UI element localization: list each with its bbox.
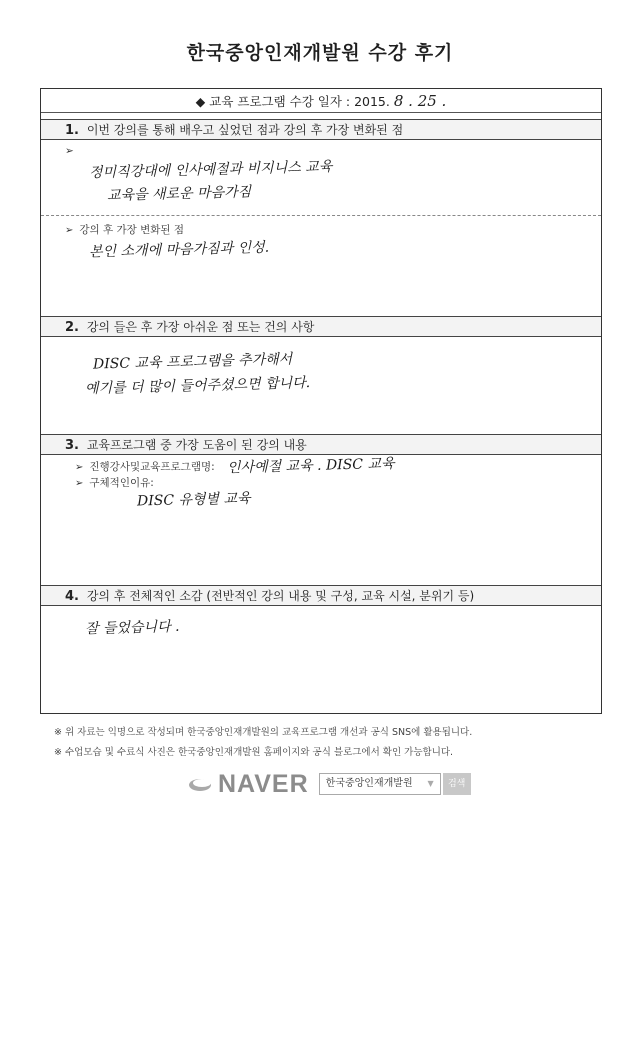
naver-logo: NAVER <box>188 770 309 799</box>
section-1-divider <box>41 215 601 216</box>
arrow-icon: ➢ <box>75 462 84 473</box>
section-1-handwriting-line-2: 교육을 새로운 마음가짐 <box>106 184 252 204</box>
footnote-anonymous: ※ 위 자료는 익명으로 작성되며 한국중앙인재개발원의 교육프로그램 개선과 공식 SNS에 활용됩니다. <box>54 727 473 738</box>
course-date-row <box>41 89 601 113</box>
review-form <box>40 88 602 714</box>
section-4-label: 강의 후 전체적인 소감 (전반적인 강의 내용 및 구성, 교육 시설, 분위기 등) <box>86 589 475 603</box>
section-1-label: 이번 강의를 통해 배우고 싶었던 점과 강의 후 가장 변화된 점 <box>86 123 404 137</box>
instructor-program-handwriting: 인사예절 교육 . DISC 교육 <box>226 455 395 477</box>
handwritten-date: 8 . 25 . <box>393 92 447 110</box>
section-3-label: 교육프로그램 중 가장 도움이 된 강의 내용 <box>86 438 307 452</box>
arrow-icon: ➢ <box>65 225 74 236</box>
diamond-icon: ◆ <box>195 94 206 109</box>
section-1-sub-heading: ➢ 강의 후 가장 변화된 점 <box>65 224 185 236</box>
chevron-down-icon: ▼ <box>427 779 434 788</box>
section-1-change-handwriting: 본인 소개에 마음가짐과 인성. <box>88 239 270 261</box>
footnote-photos: ※ 수업모습 및 수료식 사진은 한국중앙인재개발원 홈페이지와 공식 블로그에서 확인 가능합니다. <box>54 747 454 758</box>
section-2-label: 강의 들은 후 가장 아쉬운 점 또는 건의 사항 <box>86 320 315 334</box>
section-1-number: 1. <box>65 123 79 138</box>
section-2-handwriting-line-1: DISC 교육 프로그램을 추가해서 <box>92 351 293 373</box>
naver-search-input[interactable]: 한국중앙인재개발원 ▼ <box>319 773 441 795</box>
section-3-number: 3. <box>65 438 79 453</box>
naver-search-button[interactable]: 검색 <box>443 773 471 795</box>
course-date-label: 교육 프로그램 수강 일자 : 2015. <box>209 94 390 109</box>
specific-reason-handwriting: DISC 유형별 교육 <box>136 490 251 510</box>
section-2-number: 2. <box>65 320 79 335</box>
arrow-icon: ➢ <box>75 478 84 489</box>
section-1-header <box>41 119 601 140</box>
section-1-handwriting-line-1: 정미직강대에 인사예절과 비지니스 교육 <box>88 158 333 182</box>
section-4-number: 4. <box>65 589 79 604</box>
specific-reason-label: ➢ 구체적인이유: <box>75 477 154 489</box>
section-1-arrow-icon: ➢ <box>65 145 74 157</box>
document-title: 한국중앙인재개발원 수강 후기 <box>186 42 454 64</box>
instructor-program-label: ➢ 진행강사및교육프로그램명: <box>75 461 215 473</box>
naver-swoosh-icon <box>188 775 214 793</box>
section-4-header <box>41 585 601 606</box>
section-2-handwriting-line-2: 예기를 더 많이 들어주셨으면 합니다. <box>84 375 311 397</box>
section-3-header <box>41 434 601 455</box>
section-2-header <box>41 316 601 337</box>
naver-search-banner <box>188 770 471 798</box>
section-4-handwriting: 잘 들었습니다 . <box>84 618 180 638</box>
